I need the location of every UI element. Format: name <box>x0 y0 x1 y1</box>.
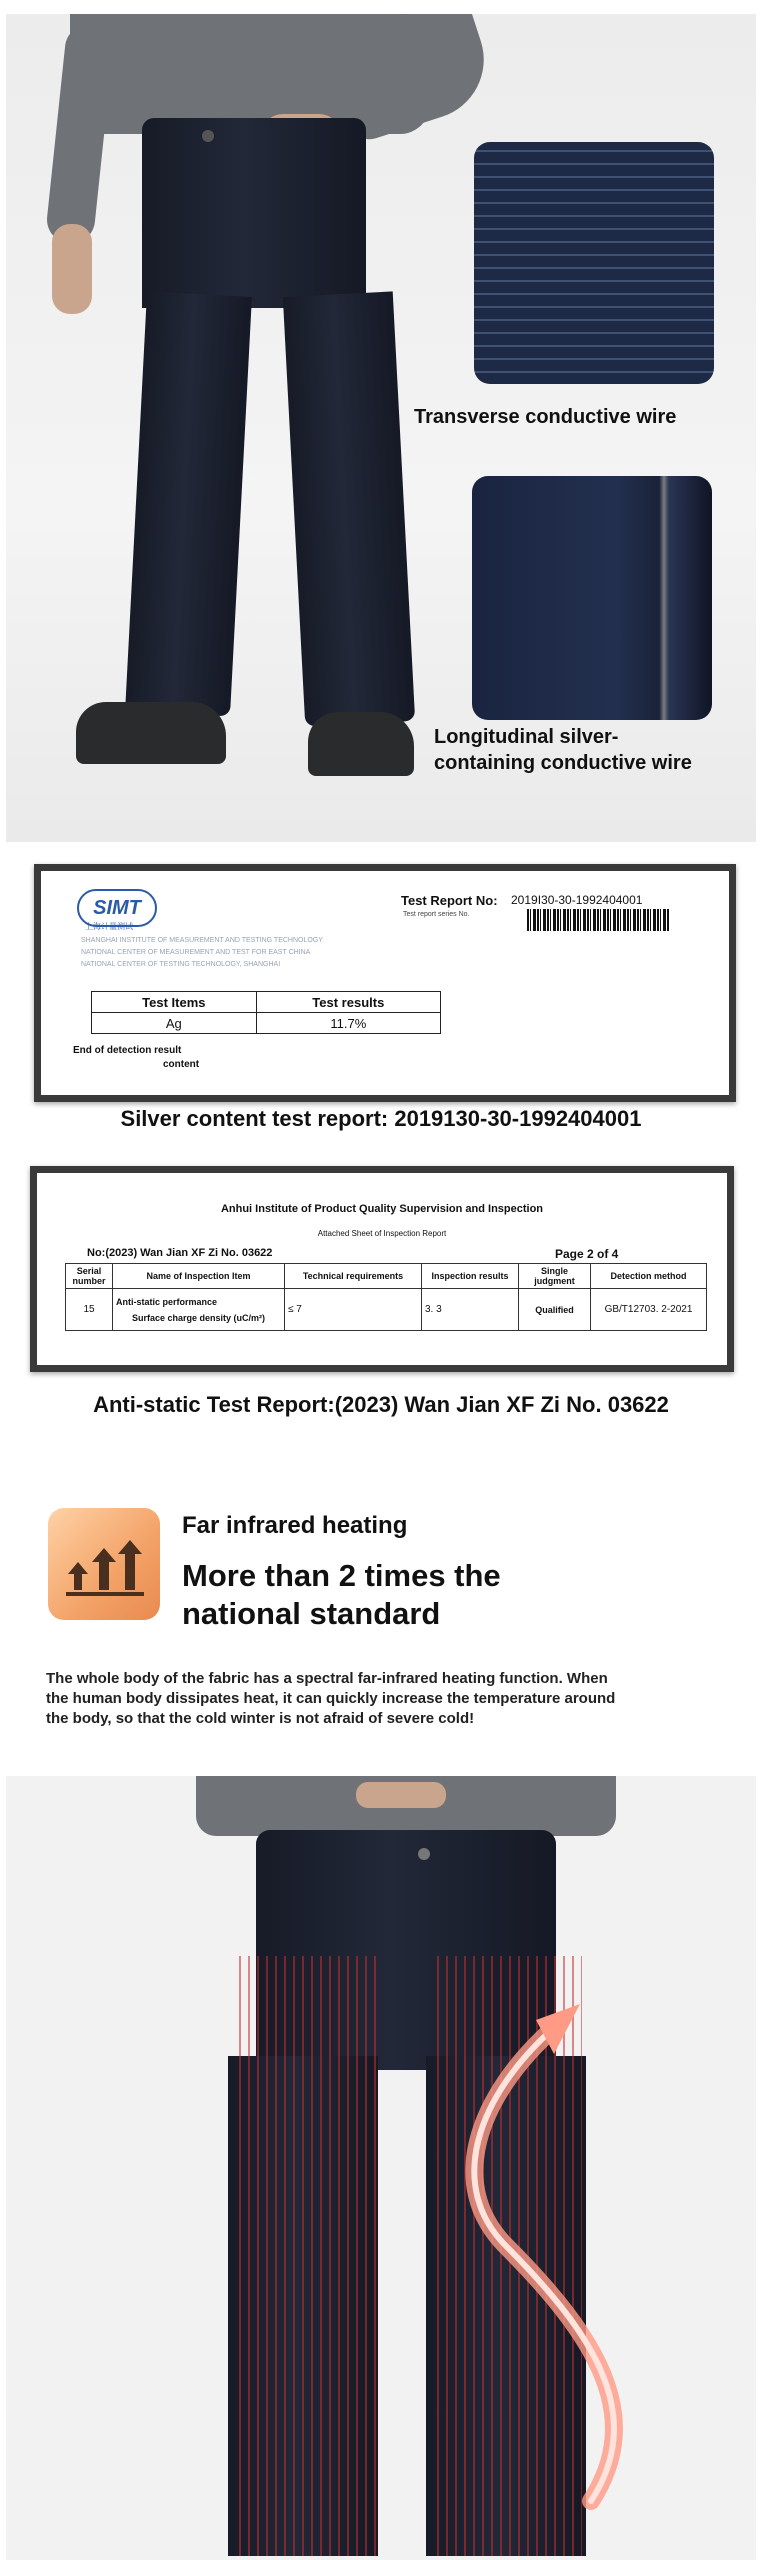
heating-headline-1: More than 2 times the <box>182 1558 501 1593</box>
result-ag: 11.7% <box>256 1013 440 1034</box>
institute-line-3: NATIONAL CENTER OF TESTING TECHNOLOGY, SHANGHAI <box>81 961 281 968</box>
series-label: Test report series No. <box>403 911 470 918</box>
heat-flow-arrow <box>6 1776 756 2560</box>
col-test-results: Test results <box>256 992 440 1013</box>
item-ag: Ag <box>92 1013 257 1034</box>
institute-line-1: SHANGHAI INSTITUTE OF MEASUREMENT AND TESTING TECHNOLOGY <box>81 937 323 944</box>
hdr-item: Name of Inspection Item <box>113 1264 285 1289</box>
up-arrows-svg <box>48 1508 160 1620</box>
hdr-serial: Serial number <box>66 1264 113 1289</box>
hdr-judgment: Single judgment <box>519 1264 591 1289</box>
hero-product-image <box>6 14 756 842</box>
attached-sheet: Attached Sheet of Inspection Report <box>317 1229 447 1238</box>
longitudinal-wire-swatch <box>472 476 712 720</box>
transverse-wire-swatch <box>474 142 714 384</box>
page-of: Page 2 of 4 <box>555 1247 619 1261</box>
institute-line-2: NATIONAL CENTER OF MEASUREMENT AND TEST FOR EAST CHINA <box>81 949 311 956</box>
silver-result-table <box>91 991 441 1034</box>
model-pants-left-leg <box>125 292 252 717</box>
longitudinal-wire-caption-line2: containing conductive wire <box>434 752 692 774</box>
up-arrows-heat-icon <box>48 1508 160 1620</box>
antistatic-report-title: Anti-static Test Report:(2023) Wan Jian XF Zi No. 03622 <box>93 1392 669 1417</box>
hdr-method: Detection method <box>591 1264 707 1289</box>
heating-body-1: The whole body of the fabric has a spectral far-infrared heating function. When <box>46 1670 608 1687</box>
inspection-table <box>65 1263 707 1331</box>
report-no-label: Test Report No: <box>401 893 498 908</box>
col-test-items: Test Items <box>92 992 257 1013</box>
silver-report-title: Silver content test report: 2019130-30-1992404001 <box>120 1106 642 1131</box>
heating-label: Far infrared heating <box>182 1512 408 1539</box>
model-left-shoe <box>76 702 226 764</box>
model-left-arm <box>45 22 116 246</box>
hdr-results: Inspection results <box>422 1264 519 1289</box>
model-left-hand <box>52 224 92 314</box>
model-pants-right-leg <box>283 291 415 726</box>
row-item: Surface charge density (uC/m²) <box>132 1312 266 1323</box>
model-right-shoe <box>308 712 414 776</box>
hdr-requirements: Technical requirements <box>285 1264 422 1289</box>
report-number: No:(2023) Wan Jian XF Zi No. 03622 <box>87 1247 273 1259</box>
anhui-institute: Anhui Institute of Product Quality Supervision and Inspection <box>220 1203 544 1215</box>
model-button <box>202 130 214 142</box>
report-no-value: 2019I30-30-1992404001 <box>511 893 643 907</box>
row-category: Anti-static performance <box>116 1296 218 1307</box>
row-method: GB/T12703. 2-2021 <box>591 1289 707 1331</box>
heating-body-2: the human body dissipates heat, it can quickly increase the temperature around <box>46 1690 616 1707</box>
end-line-1: End of detection result <box>73 1045 182 1056</box>
heating-illustration-image <box>6 1776 756 2560</box>
heat-arrow-core <box>474 2026 614 2501</box>
end-line-2: content <box>163 1059 200 1070</box>
longitudinal-wire-caption-line1: Longitudinal silver- <box>434 726 619 748</box>
heating-body-3: the body, so that the cold winter is not afraid of severe cold! <box>46 1710 475 1727</box>
row-item-cell <box>113 1289 285 1331</box>
model-pants-waist <box>142 118 366 308</box>
barcode <box>527 909 669 931</box>
row-result: 3. 3 <box>422 1289 519 1331</box>
transverse-wire-caption: Transverse conductive wire <box>414 406 677 428</box>
simt-logo-sub: 上海计量测试 <box>85 922 133 931</box>
row-serial: 15 <box>66 1289 113 1331</box>
antistatic-report-card <box>30 1166 734 1372</box>
simt-logo: SIMT <box>77 889 157 927</box>
silver-test-report-card <box>34 864 736 1102</box>
heating-headline-2: national standard <box>182 1596 441 1631</box>
row-judgment: Qualified <box>519 1289 591 1331</box>
row-requirement: ≤ 7 <box>285 1289 422 1331</box>
